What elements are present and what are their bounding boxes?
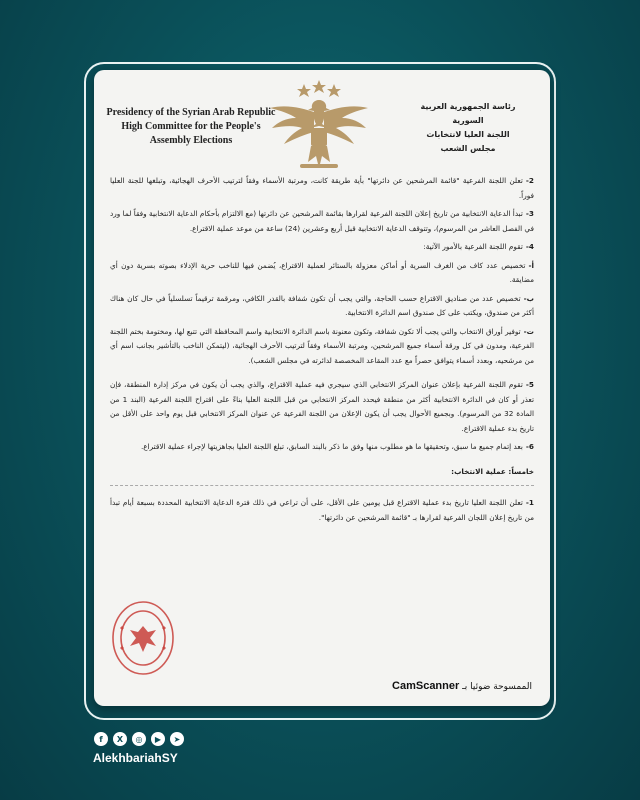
paragraph-6: [110, 440, 534, 455]
paragraph-4: [110, 240, 534, 255]
paragraph-number: 1-: [525, 498, 534, 507]
facebook-icon[interactable]: f: [94, 732, 108, 746]
paragraph-text: تقوم اللجنة الفرعية بالأمور الآتية:: [423, 242, 523, 251]
social-icons: [94, 732, 184, 746]
section-title: خامساً: عملية الانتخاب:: [451, 466, 534, 476]
paragraph-text: تقوم اللجنة الفرعية بإعلان عنوان المركز الانتخابي الذي سيجري فيه عملية الاقتراع، والذي يجب أن يكون في مركز إدارة المنطقة، فإن تعذر أو كان في الدائرة الانتخابية أكثر من منطقة فيحدد المركز الانتخابي من قبل اللجنة العليا بناءً على اقتراح اللجنة الفرعية (البند 1 من المادة 32 من المرسوم). وبجميع الأحوال يجب أن يكون الإعلان من اللجنة الفرعية عن عنوان المركز الانتخابي قبل يوم واحد على الأقل من تاريخ بدء عملية الاقتراع.: [110, 380, 534, 433]
scanner-prefix: الممسوحة ضوئيا بـ: [462, 682, 532, 692]
camscanner-watermark: [392, 680, 532, 692]
paragraph-text: توفير أوراق الانتخاب والتي يجب ألا تكون شفافة، وتكون معنونة باسم الدائرة الانتخابية واسم المحافظة التي تتبع لها، ومختومة بختم اللجنة الفرعية، ومدون في كل ورقة أسماء جميع المرشحين، ومرتبة الأسماء وفقاً لترتيب الأحرف الهجائية، (ليتمكن الناخب بالتأشير بجانب اسم أي من مرشحيه، وبعدد أسماء يتوافق حصراً مع عدد المقاعد المخصصة لدائرته في مجلس الشعب).: [110, 326, 534, 365]
paragraph-text: تعلن اللجنة الفرعية "قائمة المرشحين عن دائرتها" بأية طريقة كانت، ومرتبة الأسماء وفقاً لترتيب الأحرف الهجائية، وتبلغها للجنة العليا فوراً.: [110, 176, 534, 200]
paragraph-4c: [110, 325, 534, 369]
header-ar-line3: مجلس الشعب: [440, 144, 496, 153]
paragraph-number: 4-: [525, 242, 534, 251]
document-body: [110, 174, 534, 529]
paragraph-3: [110, 207, 534, 236]
header-arabic: [408, 100, 528, 156]
paragraph-number: ب-: [523, 293, 534, 303]
paragraph-2: [110, 174, 534, 203]
committee-stamp: [108, 598, 178, 678]
paragraph-number: 6-: [525, 442, 534, 451]
header-en-line2: High Committee for the People's: [121, 121, 261, 132]
header-ar-line1: رئاسة الجمهورية العربية السورية: [420, 102, 516, 125]
paragraph-text: تخصيص عدد من صناديق الاقتراع حسب الحاجة، والتي يجب أن تكون شفافة بالقدر الكافي، ومرقمة ترقيماً تسلسلياً في حال كان هناك أكثر من صندوق، ويكتب على كل صندوق اسم الدائرة الانتخابية.: [110, 293, 534, 317]
paragraph-5-1: [110, 496, 534, 525]
social-handle[interactable]: AlekhbariahSY: [93, 751, 178, 765]
paragraph-number: 5-: [525, 380, 534, 389]
x-icon[interactable]: X: [113, 732, 127, 746]
paragraph-text: تعلن اللجنة العليا تاريخ بدء عملية الاقتراع قبل يومين على الأقل، على أن تراعي في ذلك فترة الدعاية الانتخابية المحددة بسبعة أيام تبدأ من تاريخ إعلان اللجان الفرعية لقرارها بـ "قائمة المرشحين عن دائرتها".: [110, 498, 534, 522]
paragraph-4b: [110, 292, 534, 321]
paragraph-number: 3-: [525, 209, 534, 218]
alekhbariah-logo: [436, 724, 552, 772]
paragraph-text: بعد إتمام جميع ما سبق، وتحقيقها ما هو مطلوب منها وفق ما ذكر بالبند السابق، تبلغ اللجنة العليا بجاهزيتها لإجراء عملية الاقتراع.: [140, 442, 523, 451]
scanner-brand: CamScanner: [392, 680, 460, 692]
paragraph-number: 2-: [525, 176, 534, 185]
telegram-icon[interactable]: ➤: [170, 732, 184, 746]
syrian-eagle-emblem: [264, 78, 374, 178]
paragraph-4a: [110, 259, 534, 288]
paragraph-text: تبدأ الدعاية الانتخابية من تاريخ إعلان اللجنة الفرعية لقرارها بقائمة المرشحين عن دائرتها (مع الالتزام بأحكام الدعاية الانتخابية وفقاً لما ورد في الفصل العاشر من المرسوم)، وتتوقف الدعاية الانتخابية قبل أربع وعشرين (24) ساعة من موعد عملية الاقتراع.: [110, 209, 534, 233]
paragraph-number: ت-: [523, 326, 534, 336]
document-page: [94, 70, 550, 706]
instagram-icon[interactable]: ◎: [132, 732, 146, 746]
paragraph-5: [110, 378, 534, 436]
youtube-icon[interactable]: ▶: [151, 732, 165, 746]
divider: [110, 485, 534, 486]
header-en-line3: Assembly Elections: [149, 135, 233, 146]
header-english: [106, 106, 276, 148]
paragraph-number: أ-: [528, 260, 534, 270]
header-en-line1: Presidency of the Syrian Arab Republic: [106, 107, 276, 118]
paragraph-text: تخصيص عدد كاف من الغرف السرية أو أماكن معزولة بالستائر لعملية الاقتراع، يُضمن فيها للناخب حرية الإدلاء بصوته بسرية دون أي مضايقة.: [110, 260, 534, 284]
header-ar-line2: اللجنة العليا لانتخابات: [426, 130, 510, 139]
